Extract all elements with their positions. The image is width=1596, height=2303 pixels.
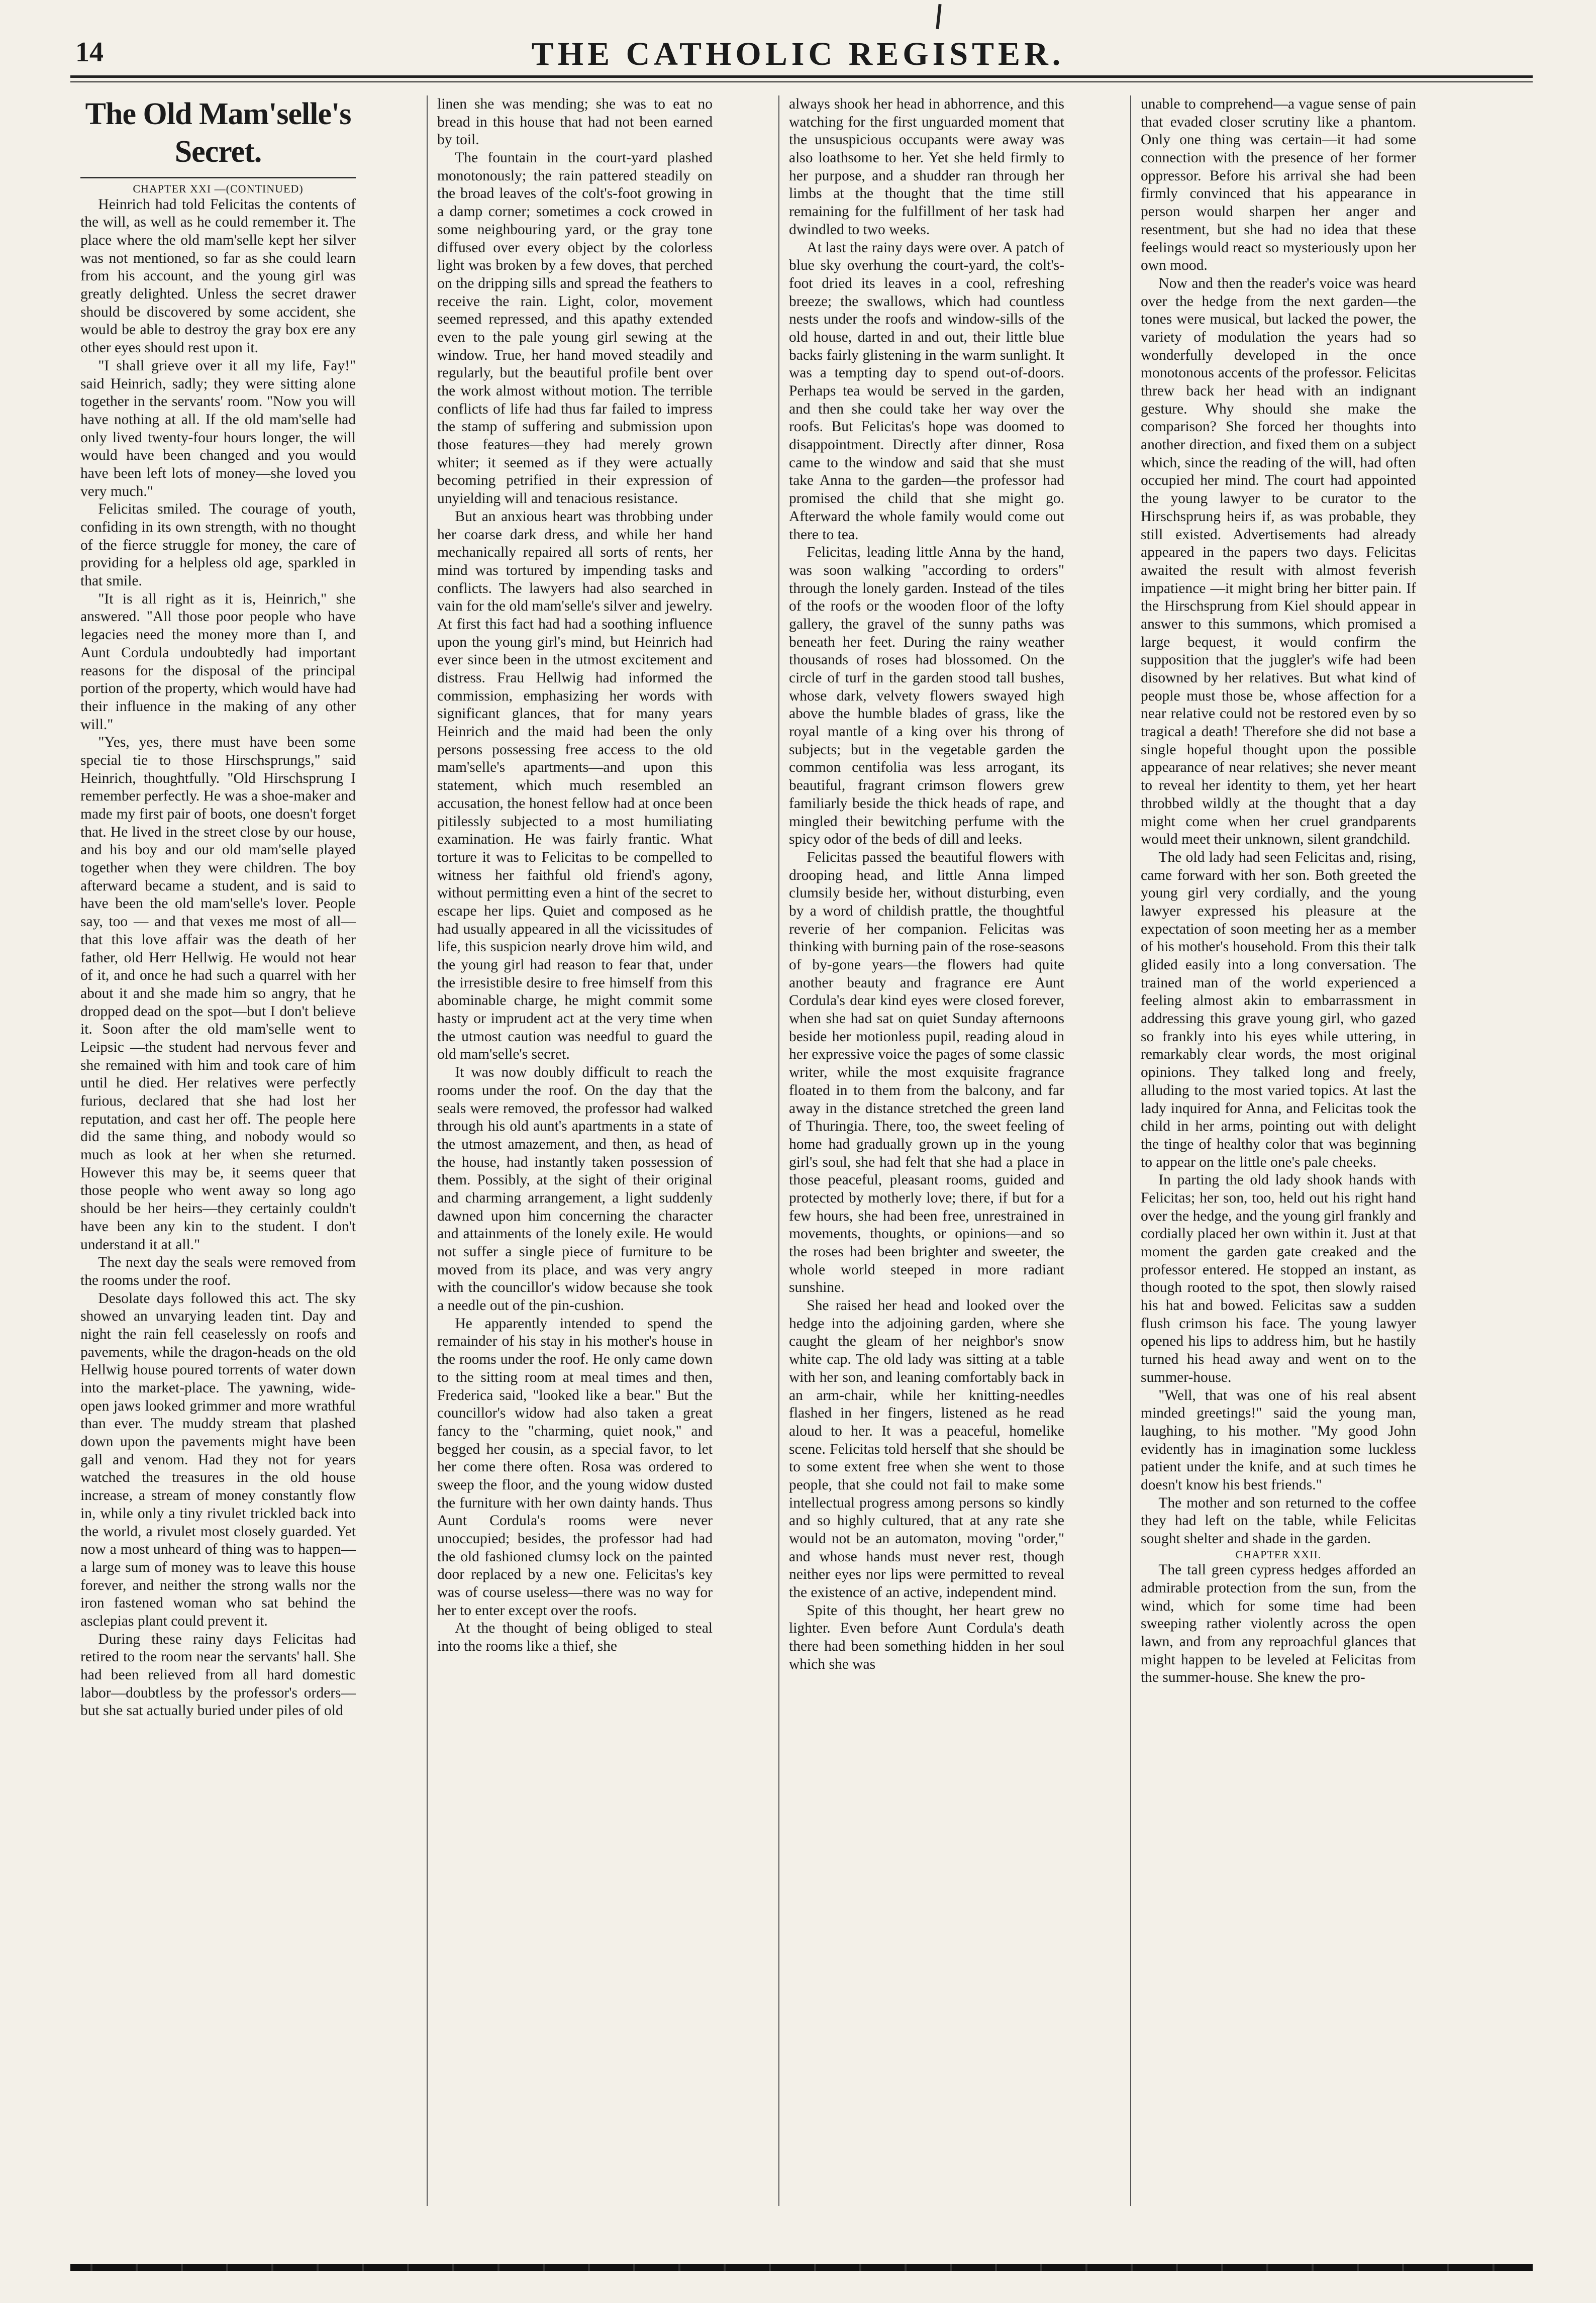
- paragraph: "It is all right as it is, Heinrich," she answered. "All those poor people who have legacies need the money more than I, and Aunt Cordula undoubtedly had important reasons for the disposal of the principal portion of the property, which would have had their influence in the making of any other will.": [80, 590, 356, 733]
- paragraph: It was now doubly difficult to reach the rooms under the roof. On the day that the seals were removed, the professor had walked through his old aunt's apartments in a state of the utmost amazement, and then, as head of the house, had instantly taken possession of them. Possibly, at the sight of their original and charming arrangement, a light suddenly dawned upon him concerning the character and attainments of the lonely exile. He would not suffer a single piece of furniture to be moved from its place, and was very angry with the councillor's widow because she took a needle out of the pin-cushion.: [437, 1064, 713, 1314]
- paragraph: The fountain in the court-yard plashed monotonously; the rain pattered steadily on the broad leaves of the colt's-foot growing in a damp corner; sometimes a cock crowed in some neighbouring yard, or the gray tone diffused over every object by the colorless light was broken by a few doves, that perched on the dripping sills and spread the feathers to receive the rain. Light, color, movement seemed repressed, and this apathy extended even to the pale young girl sewing at the window. True, her hand moved steadily and regularly, but the beautiful profile bent over the work almost without motion. The terrible conflicts of life had thus far failed to impress the stamp of suffering and submission upon those features—they had merely grown whiter; it seemed as if they were actually becoming petrified in their expression of unyielding will and tenacious resistance.: [437, 150, 713, 507]
- chapter-heading: CHAPTER XXI —(CONTINUED): [133, 182, 304, 195]
- paragraph: At last the rainy days were over. A patch of blue sky overhung the court-yard, the colt's-foot dried its leaves in a cool, refreshing breeze; the swallows, which had countless nests under the roofs and window-sills of the old house, darted in and out, their little blue backs fairly glistening in the warm sunlight. It was a tempting day to spend out-of-doors. Perhaps tea would be served in the garden, and then she could take her way over the roofs. But Felicitas's hope was doomed to disappointment. Directly after dinner, Rosa came to the window and said that she must take Anna to the garden—the professor had promised the child that she might go. Afterward the whole family would come out there to tea.: [789, 239, 1064, 543]
- chapter-heading: CHAPTER XXII.: [1235, 1548, 1322, 1561]
- header-rule: [70, 75, 1533, 78]
- paragraph: Felicitas smiled. The courage of youth, confiding in its own strength, with no thought of the fierce struggle for money, the care of providing for a helpless old age, sparkled in that smile.: [80, 501, 356, 589]
- paragraph: linen she was mending; she was to eat no bread in this house that had not been earned by toil.: [437, 96, 713, 148]
- paragraph: The next day the seals were removed from the rooms under the roof.: [80, 1254, 356, 1288]
- paragraph: Now and then the reader's voice was heard over the hedge from the next garden—the tones were musical, but lacked the power, the variety of modulation the years had so wonderfully developed in the once monotonous accents of the professor. Felicitas threw back her head with an indignant gesture. Why should she make the comparison? She forced her thoughts into another direction, and fixed them on a subject which, since the reading of the will, had often occupied her mind. The court had appointed the young lawyer to be curator to the Hirschsprung heirs if, as was probable, they still existed. Advertisements had already appeared in the papers two days. Felicitas awaited the result with almost feverish impatience —it might bring her bitter pain. If the Hirschsprung from Kiel should appear in answer to this summons, which promised a large bequest, it would confirm the supposition that the juggler's wife had been disowned by her relatives. But what kind of people must those be, whose affection for a near relative could not be restored even by so tragical a death! Therefore she did not base a single hopeful thought upon the possible appearance of near relatives; she never meant to reveal her identity to them, yet her heart throbbed wildly at the thought that a day might come when her cruel grandparents would meet their unknown, silent grandchild.: [1141, 275, 1416, 848]
- paragraph: The old lady had seen Felicitas and, rising, came forward with her son. Both greeted the young girl very cordially, and the young lawyer expressed his pleasure at the expectation of soon meeting her as a member of his mother's household. From this their talk glided easily into a long conversation. The trained man of the world experienced a feeling almost akin to embarrassment in addressing this grave young girl, who gazed so frankly into his eyes while uttering, in remarkably clear words, the most original opinions. They talked long and freely, alluding to the most varied topics. At last the lady inquired for Anna, and Felicitas took the child in her arms, pointing out with delight the tinge of healthy color that was beginning to appear on the little one's pale cheeks.: [1141, 849, 1416, 1170]
- title-rule: [80, 177, 356, 178]
- paragraph: "I shall grieve over it all my life, Fay!" said Heinrich, sadly; they were sitting alone together in the servants' room. "Now you will have nothing at all. If the old mam'selle had only lived twenty-four hours longer, the will would have been changed and you would have been left lots of money—she loved you very much.": [80, 357, 356, 499]
- paragraph: The mother and son returned to the coffee they had left on the table, while Felicitas sought shelter and shade in the garden.: [1141, 1494, 1416, 1547]
- column-4: [1141, 95, 1416, 2216]
- paragraph: Felicitas, leading little Anna by the hand, was soon walking "according to orders" through the lonely garden. Instead of the tiles of the roofs or the wooden floor of the lofty gallery, the gravel of the sunny paths was beneath her feet. During the rainy weather thousands of roses had blossomed. On the circle of turf in the garden stood tall bushes, whose dark, velvety flowers swayed high above the humble blades of grass, like the royal mantle of a king over his throng of subjects; but in the vegetable garden the common centifolia was less arrogant, its beautiful, fragrant crimson flowers grew familiarly beside the thick heads of rape, and mingled their bewitching perfume with the spicy odor of the beds of dill and leeks.: [789, 544, 1064, 848]
- column-divider: [427, 95, 428, 2206]
- page-header: [0, 30, 1596, 70]
- column-divider: [1130, 95, 1131, 2206]
- article-title: The Old Mam'selle's Secret.: [85, 97, 351, 169]
- pencil-mark: [936, 4, 941, 29]
- column-2: [437, 95, 713, 2216]
- paragraph: Spite of this thought, her heart grew no lighter. Even before Aunt Cordula's death there had been something hidden in her soul which she was: [789, 1602, 1064, 1672]
- paragraph: always shook her head in abhorrence, and this watching for the first unguarded moment that the unsuspicious occupants were away was also loathsome to her. Yet she held firmly to her purpose, and a shudder ran through her limbs at the thought that the time still remaining for the fulfillment of her task had dwindled to two weeks.: [789, 96, 1064, 238]
- paragraph: In parting the old lady shook hands with Felicitas; her son, too, held out his right hand over the hedge, and the young girl frankly and cordially placed her own within it. Just at that moment the garden gate creaked and the professor entered. He stopped an instant, as though rooted to the spot, then slowly raised his hat and bowed. Felicitas saw a sudden flush crimson his face. The young lawyer opened his lips to address him, but he hastily turned his head away and went on to the summer-house.: [1141, 1172, 1416, 1385]
- paragraph: He apparently intended to spend the remainder of his stay in his mother's house in the rooms under the roof. He only came down to the sitting room at meal times and then, Frederica said, "looked like a bear." But the councillor's widow had also taken a great fancy to the "charming, quiet nook," and begged her cousin, as a special favor, to let her come there often. Rosa was ordered to sweep the floor, and the young widow dusted the furniture with her own dainty hands. Thus Aunt Cordula's rooms were never unoccupied; besides, the professor had had the old fashioned clumsy lock on the painted door replaced by a new one. Felicitas's key was of course useless—there was no way for her to enter except over the roofs.: [437, 1315, 713, 1619]
- paragraph: Felicitas passed the beautiful flowers with drooping head, and little Anna limped clumsily beside her, without disturbing, even by a word of childish prattle, the thoughtful reverie of her companion. Felicitas was thinking with burning pain of the rose-seasons of by-gone years—the flowers had quite another beauty and fragrance ere Aunt Cordula's dear kind eyes were closed forever, when she had sat on quiet Sunday afternoons beside her motionless pupil, reading aloud in her expressive voice the pages of some classic writer, while the most exquisite fragrance floated in to them from the balcony, and far away in the distance stretched the green land of Thuringia. There, too, the sweet feeling of home had gradually grown up in the young girl's soul, she had felt that she had a place in those peaceful, pleasant rooms, guided and protected by motherly love; there, if but for a few hours, she had been free, unrestrained in movements, thoughts, or opinions—and so the roses had been brighter and sweeter, the whole world steeped in more radiant sunshine.: [789, 849, 1064, 1296]
- paragraph: The tall green cypress hedges afforded an admirable protection from the sun, from the wind, which for some time had been sweeping rather violently across the open lawn, and from any reproachful glances that might happen to be leveled at Felicitas from the summer-house. She knew the pro-: [1141, 1562, 1416, 1686]
- footer-rule: [70, 2264, 1533, 2271]
- paragraph: "Well, that was one of his real absent minded greetings!" said the young man, laughing, to his mother. "My good John evidently has in imagination some luckless patient under the knife, and at such times he doesn't know his best friends.": [1141, 1387, 1416, 1493]
- column-3: [789, 95, 1064, 2216]
- paragraph: At the thought of being obliged to steal into the rooms like a thief, she: [437, 1620, 713, 1655]
- header-rule-thin: [70, 81, 1533, 82]
- page-number: 14: [75, 37, 104, 68]
- paragraph: But an anxious heart was throbbing under her coarse dark dress, and while her hand mechanically repaired all sorts of rents, her mind was tortured by impending tasks and conflicts. The lawyers had also searched in vain for the old mam'selle's silver and jewelry. At first this fact had had a soothing influence upon the young girl's mind, but Heinrich had ever since been in the utmost excitement and distress. Frau Hellwig had informed the commission, emphasizing her words with significant glances, that for many years Heinrich and the maid had been the only persons possessing free access to the old mam'selle's apartments—and upon this statement, which much resembled an accusation, the honest fellow had at once been pitilessly subjected to a most humiliating examination. He was fairly frantic. What torture it was to Felicitas to be compelled to witness her faithful old friend's agony, without permitting even a hint of the secret to escape her lips. Quiet and composed as he had usually appeared in all the vicissitudes of life, this suspicion nearly drove him wild, and the young girl had reason to fear that, under the irresistible desire to free himself from this abominable charge, he might commit some hasty or imprudent act at the very time when the utmost caution was needful to guard the old mam'selle's secret.: [437, 508, 713, 1063]
- paragraph: Heinrich had told Felicitas the contents of the will, as well as he could remember it. The place where the old mam'selle kept her silver was not mentioned, so far as she could learn from his account, and the young girl was greatly delighted. Unless the secret drawer should be discovered by some accident, she would be able to destroy the gray box ere any other eyes should rest upon it.: [80, 196, 356, 356]
- paragraph: Desolate days followed this act. The sky showed an unvarying leaden tint. Day and night the rain fell ceaselessly on roofs and pavements, while the dragon-heads on the old Hellwig house poured torrents of water down into the market-place. The yawning, wide-open jaws looked grimmer and more wrathful than ever. The muddy stream that plashed down upon the pavements might have been gall and venom. Had they not for years watched the treasures in the old house increase, a stream of money constantly flow in, while only a tiny rivulet trickled back into the world, a rivulet most closely guarded. Yet now a most unheard of thing was to happen—a large sum of money was to leave this house forever, and neither the strong walls nor the iron fastened woman who sat behind the asclepias plant could prevent it.: [80, 1290, 356, 1629]
- column-divider: [778, 95, 779, 2206]
- paragraph: She raised her head and looked over the hedge into the adjoining garden, where she caught the gleam of her neighbor's snow white cap. The old lady was sitting at a table with her son, and leaning comfortably back in an arm-chair, while her knitting-needles flashed in her fingers, listened as he read aloud to her. It was a peaceful, homelike scene. Felicitas told herself that she should be to some extent free when she went to those people, that she could not fail to make some intellectual progress among persons so kindly and so highly cultured, that at any rate she would not be an automaton, moving "order," and whose hands must never rest, though neither eyes nor lips were permitted to reveal the existence of an active, independent mind.: [789, 1297, 1064, 1601]
- masthead: THE CATHOLIC REGISTER.: [531, 36, 1065, 72]
- paragraph: During these rainy days Felicitas had retired to the room near the servants' hall. She had been relieved from all hard domestic labor—doubtless by the professor's orders—but she sat actually buried under piles of old: [80, 1631, 356, 1719]
- paragraph: unable to comprehend—a vague sense of pain that evaded closer scrutiny like a phantom. Only one thing was certain—it had some connection with the presence of her former oppressor. Before his arrival she had been firmly convinced that his appearance in person would sharpen her anger and resentment, but she had no idea that these feelings would react so mysteriously upon her own mood.: [1141, 96, 1416, 274]
- column-1: [80, 95, 356, 2216]
- paragraph: "Yes, yes, there must have been some special tie to those Hirschsprungs," said Heinrich, thoughtfully. "Old Hirschsprung I remember perfectly. He was a shoe-maker and made my first pair of boots, one doesn't forget that. He lived in the street close by our house, and his boy and our old mam'selle played together when they were children. The boy afterward became a student, and is said to have been the old mam'selle's lover. People say, too — and that vexes me most of all—that this love affair was the death of her father, old Herr Hellwig. He would not hear of it, and once he had such a quarrel with her about it and she made him so angry, that he dropped dead on the spot—but I don't believe it. Soon after the old mam'selle went to Leipsic —the student had nervous fever and she remained with him and took care of him until he died. Her relatives were perfectly furious, declared that she had lost her reputation, and cast her off. The people here did the same thing, and nobody would so much as look at her when she returned. However this may be, it seems queer that those people who went away so long ago should be her heirs—they certainly couldn't have been any kin to the student. I don't understand it at all.": [80, 734, 356, 1253]
